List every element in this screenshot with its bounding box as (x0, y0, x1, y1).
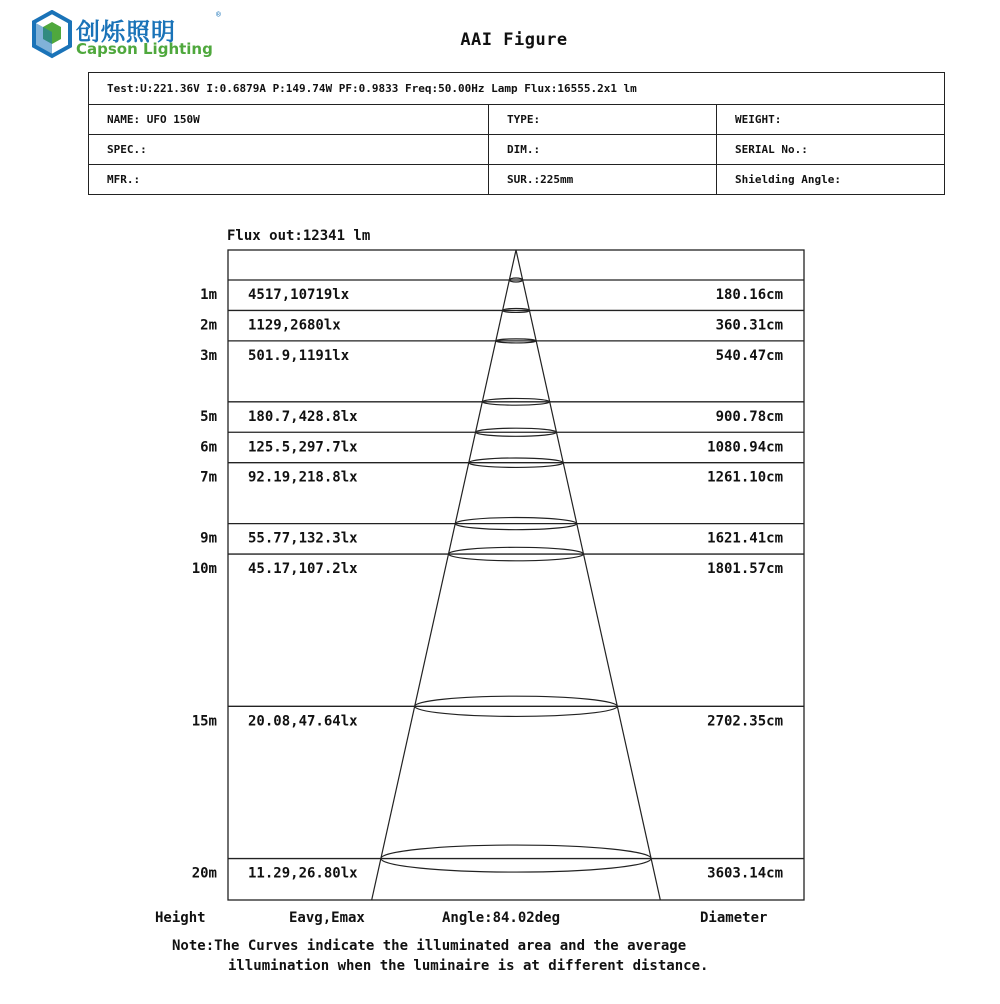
row-illuminance: 4517,10719lx (248, 287, 350, 303)
type-cell: TYPE: (489, 105, 717, 135)
row-illuminance: 125.5,297.7lx (248, 439, 358, 456)
row-diameter: 180.16cm (715, 287, 783, 303)
height-column-label: Height (155, 910, 206, 926)
serial-cell: SERIAL No.: (717, 135, 945, 165)
registered-mark: ® (216, 10, 221, 19)
row-diameter: 540.47cm (715, 347, 783, 364)
row-height-label: 6m (200, 439, 217, 456)
logo-english-name: Capson Lighting (76, 40, 213, 58)
weight-cell: WEIGHT: (717, 105, 945, 135)
row-diameter: 900.78cm (715, 408, 783, 425)
row-diameter: 1080.94cm (707, 439, 783, 456)
dim-cell: DIM.: (489, 135, 717, 165)
row-height-label: 1m (200, 287, 217, 303)
row-height-label: 3m (200, 347, 217, 364)
note-line-2: illumination when the luminaire is at different distance. (228, 958, 709, 974)
distance-rows (192, 250, 804, 900)
cone-right-edge (516, 250, 660, 900)
row-height-label: 5m (200, 408, 217, 425)
sur-cell: SUR.:225mm (489, 165, 717, 195)
row-height-label: 7m (200, 469, 217, 486)
mfr-cell: MFR.: (89, 165, 489, 195)
flux-out-label: Flux out:12341 lm (227, 228, 371, 244)
row-illuminance: 55.77,132.3lx (248, 530, 358, 547)
row-diameter: 1801.57cm (707, 561, 783, 578)
page-title: AAI Figure (460, 30, 568, 50)
row-height-label: 20m (191, 865, 217, 882)
row-diameter: 3603.14cm (707, 865, 783, 882)
diameter-column-label: Diameter (700, 910, 768, 926)
row-diameter: 2702.35cm (707, 713, 783, 730)
logo-chinese-name: 创烁照明 (76, 18, 176, 46)
row-illuminance: 501.9,1191lx (248, 347, 350, 364)
cone-left-edge (372, 250, 516, 900)
row-height-label: 9m (200, 530, 217, 547)
name-cell: NAME: UFO 150W (89, 105, 489, 135)
row-illuminance: 1129,2680lx (248, 317, 341, 334)
row-diameter: 360.31cm (715, 317, 783, 334)
row-diameter: 1621.41cm (707, 530, 783, 547)
row-height-label: 15m (191, 713, 217, 730)
row-height-label: 10m (191, 561, 217, 578)
row-illuminance: 92.19,218.8lx (248, 469, 358, 486)
beam-cone (372, 250, 661, 900)
row-illuminance: 180.7,428.8lx (248, 408, 358, 425)
eavg-emax-column-label: Eavg,Emax (289, 910, 365, 926)
beam-angle-label: Angle:84.02deg (442, 910, 561, 926)
row-illuminance: 45.17,107.2lx (248, 561, 358, 578)
note-line-1: Note:The Curves indicate the illuminated area and the average (172, 938, 687, 954)
row-height-label: 2m (200, 317, 217, 334)
row-illuminance: 20.08,47.64lx (248, 713, 358, 730)
row-illuminance: 11.29,26.80lx (248, 865, 358, 882)
test-parameters: Test:U:221.36V I:0.6879A P:149.74W PF:0.9833 Freq:50.00Hz Lamp Flux:16555.2x1 lm (89, 73, 945, 105)
shielding-angle-cell: Shielding Angle: (717, 165, 945, 195)
spec-cell: SPEC.: (89, 135, 489, 165)
row-diameter: 1261.10cm (707, 469, 783, 486)
